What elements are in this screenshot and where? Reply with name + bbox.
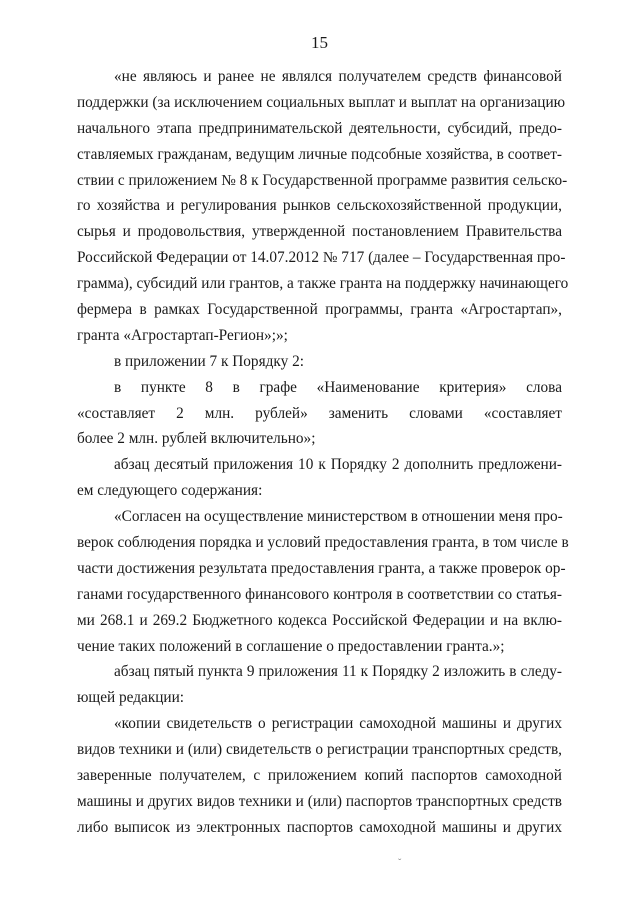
text-line: гранта «Агростартап-Регион»;»; <box>77 326 288 344</box>
text-line: фермера в рамках Государственной программы, гранта «Агростартап», <box>77 301 562 319</box>
text-line: верок соблюдения порядка и условий предоставления гранта, в том числе в <box>77 534 569 552</box>
text-line: абзац десятый приложения 10 к Порядку 2 дополнить предложени- <box>114 456 562 474</box>
page-number: 15 <box>311 33 328 52</box>
document-text <box>77 64 569 841</box>
text-line: части достижения результата предоставления гранта, а также проверок ор- <box>77 559 566 577</box>
text-line: поддержки (за исключением социальных выплат и выплат на организацию <box>77 93 566 111</box>
text-line: заверенные получателем, с приложением копий паспортов самоходной <box>77 767 562 785</box>
text-line: абзац пятый пункта 9 приложения 11 к Порядку 2 изложить в следу- <box>114 663 562 681</box>
text-line: ющей редакции: <box>77 689 185 707</box>
text-line: «копии свидетельств о регистрации самоходной машины и других <box>114 715 562 733</box>
text-line: начального этапа предпринимательской деятельности, субсидий, предо- <box>77 119 562 137</box>
text-line: «не являюсь и ранее не являлся получателем средств финансовой <box>114 68 562 85</box>
text-line: ствии с приложением № 8 к Государственной программе развития сельско- <box>77 171 568 189</box>
text-line: либо выписок из электронных паспортов самоходной машины и других <box>77 818 562 836</box>
text-line: ем следующего содержания: <box>77 482 263 500</box>
text-line: ми 268.1 и 269.2 Бюджетного кодекса Российской Федерации и на вклю- <box>77 611 562 629</box>
text-line: сырья и продовольствия, утвержденной постановлением Правительства <box>77 223 562 241</box>
text-line: го хозяйства и регулирования рынков сельскохозяйственной продукции, <box>77 197 562 215</box>
text-line: грамма), субсидий или грантов, а также гранта на поддержку начинающего <box>77 275 569 293</box>
text-line: «Согласен на осуществление министерством в отношении меня про- <box>114 508 563 526</box>
text-line: Российской Федерации от 14.07.2012 № 717 (далее – Государственная про- <box>77 249 566 267</box>
text-line: в пункте 8 в графе «Наименование критерия» слова <box>114 378 562 396</box>
text-line: «составляет 2 млн. рублей» заменить словами «составляет <box>77 404 562 422</box>
text-line: в приложении 7 к Порядку 2: <box>114 352 304 370</box>
text-line: более 2 млн. рублей включительно»; <box>77 430 316 448</box>
text-line: видов техники и (или) свидетельств о регистрации транспортных средств, <box>77 741 562 759</box>
text-line: чение таких положений в соглашение о предоставлении гранта.»; <box>77 637 505 655</box>
scan-mark: ˇ <box>398 858 402 869</box>
text-line: машины и других видов техники и (или) паспортов транспортных средств <box>77 792 562 810</box>
text-line: ставляемых гражданам, ведущим личные подсобные хозяйства, в соответ- <box>77 145 562 163</box>
text-line: ганами государственного финансового контроля в соответствии со статья- <box>77 585 562 603</box>
